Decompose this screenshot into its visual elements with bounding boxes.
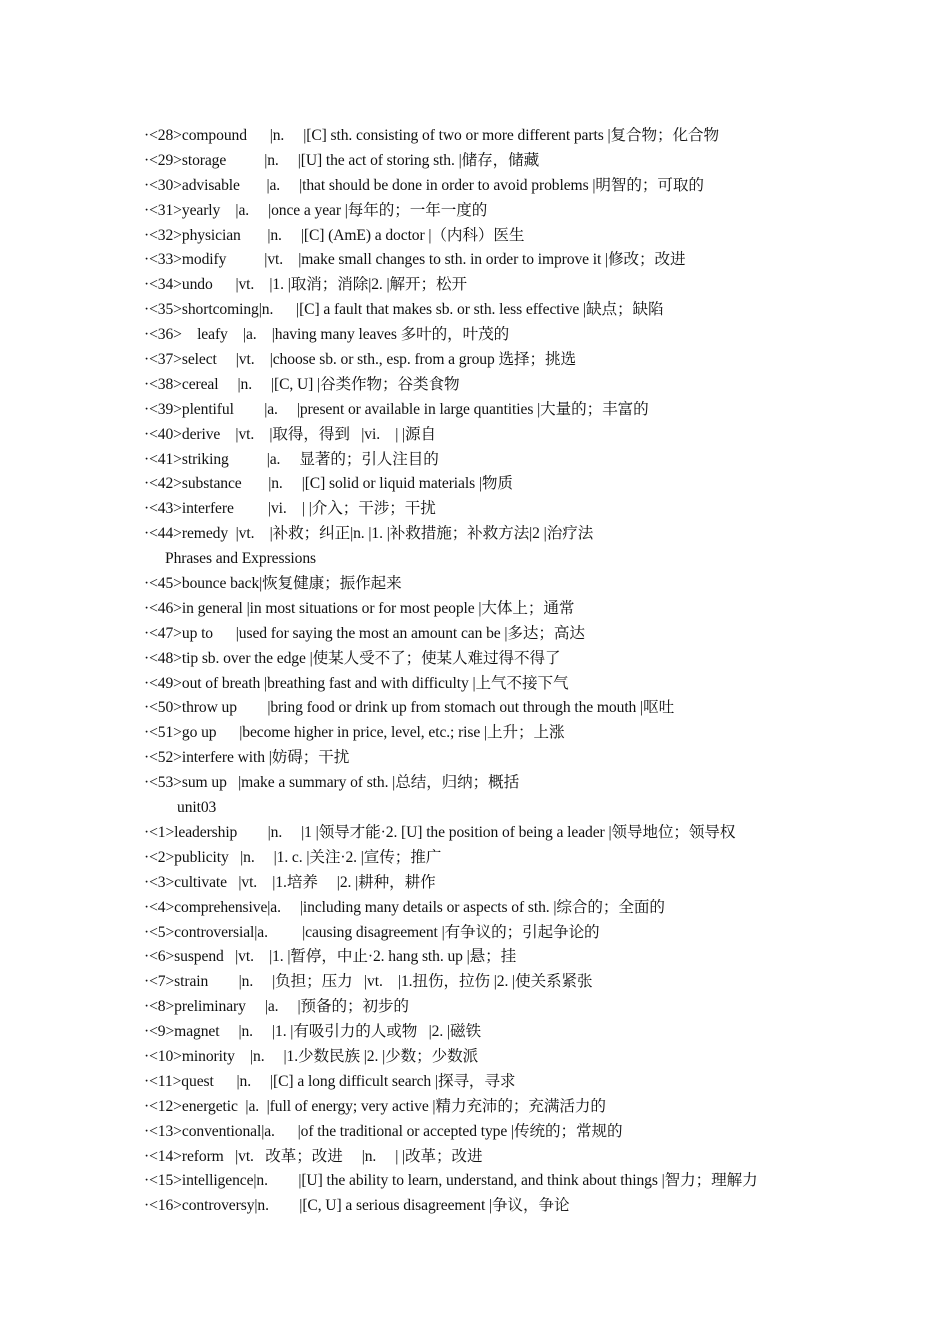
- vocab-entry: ·<42>substance |n. |[C] solid or liquid materials |物质: [144, 475, 513, 493]
- vocab-entry: ·<51>go up |become higher in price, level, etc.; rise |上升；上涨: [144, 724, 565, 742]
- vocab-entry: ·<31>yearly |a. |once a year |每年的；一年一度的: [144, 201, 488, 219]
- vocab-entry: ·<32>physician |n. |[C] (AmE) a doctor |（内科）医生: [144, 226, 525, 244]
- vocab-entry: ·<40>derive |vt. |取得，得到 |vi. | |源自: [144, 425, 437, 443]
- vocab-entry: ·<52>interfere with |妨碍；干扰: [144, 749, 350, 767]
- vocab-entry: ·<7>strain |n. |负担；压力 |vt. |1.扭伤，拉伤 |2. |使关系紧张: [144, 973, 593, 991]
- vocab-entry: ·<45>bounce back|恢复健康；振作起来: [144, 575, 402, 593]
- section-heading: unit03: [177, 799, 217, 817]
- vocab-entry: ·<44>remedy |vt. |补救；纠正|n. |1. |补救措施；补救方法|2 |治疗法: [144, 525, 594, 543]
- vocab-entry: ·<50>throw up |bring food or drink up from stomach out through the mouth |呕吐: [144, 699, 675, 717]
- vocab-entry: ·<38>cereal |n. |[C, U] |谷类作物；谷类食物: [144, 375, 460, 393]
- vocab-entry: ·<43>interfere |vi. | |介入；干涉；干扰: [144, 500, 436, 518]
- vocab-entry: ·<48>tip sb. over the edge |使某人受不了；使某人难过得不得了: [144, 649, 561, 667]
- vocab-entry: ·<10>minority |n. |1.少数民族 |2. |少数；少数派: [144, 1047, 479, 1065]
- vocab-entry: ·<29>storage |n. |[U] the act of storing sth. |储存，储藏: [144, 151, 540, 169]
- document-page: [0, 124, 950, 1219]
- vocab-entry: ·<34>undo |vt. |1. |取消；消除|2. |解开；松开: [144, 276, 468, 294]
- vocab-entry: ·<5>controversial|a. |causing disagreement |有争议的；引起争论的: [144, 923, 600, 941]
- vocab-entry: ·<33>modify |vt. |make small changes to sth. in order to improve it |修改；改进: [144, 251, 686, 269]
- vocab-entry: ·<47>up to |used for saying the most an amount can be |多达；高达: [144, 624, 585, 642]
- vocab-entry: ·<14>reform |vt. 改革；改进 |n. | |改革；改进: [144, 1147, 483, 1165]
- vocab-entry: ·<1>leadership |n. |1 |领导才能·2. [U] the position of being a leader |领导地位；领导权: [144, 823, 736, 841]
- vocab-entry: ·<15>intelligence|n. |[U] the ability to learn, understand, and think about things |智力；理解力: [144, 1172, 758, 1190]
- vocab-entry: ·<30>advisable |a. |that should be done in order to avoid problems |明智的；可取的: [144, 176, 704, 194]
- vocab-entry: ·<4>comprehensive|a. |including many details or aspects of sth. |综合的；全面的: [144, 898, 665, 916]
- vocab-entry: ·<36> leafy |a. |having many leaves 多叶的，叶茂的: [144, 326, 510, 344]
- vocab-entry: ·<9>magnet |n. |1. |有吸引力的人或物 |2. |磁铁: [144, 1023, 481, 1041]
- vocab-entry: ·<2>publicity |n. |1. c. |关注·2. |宣传；推广: [144, 848, 442, 866]
- vocab-entry: ·<39>plentiful |a. |present or available in large quantities |大量的；丰富的: [144, 400, 649, 418]
- vocab-entry: ·<41>striking |a. 显著的；引人注目的: [144, 450, 439, 468]
- section-heading: Phrases and Expressions: [165, 550, 317, 568]
- vocab-entry: ·<11>quest |n. |[C] a long difficult search |探寻，寻求: [144, 1072, 516, 1090]
- vocab-entry: ·<12>energetic |a. |full of energy; very active |精力充沛的；充满活力的: [144, 1097, 606, 1115]
- vocab-entry: ·<49>out of breath |breathing fast and with difficulty |上气不接下气: [144, 674, 569, 692]
- vocab-entry: ·<35>shortcoming|n. |[C] a fault that makes sb. or sth. less effective |缺点；缺陷: [144, 301, 664, 319]
- vocab-entry: ·<16>controversy|n. |[C, U] a serious disagreement |争议，争论: [144, 1197, 570, 1215]
- vocab-entry: ·<13>conventional|a. |of the traditional or accepted type |传统的；常规的: [144, 1122, 623, 1140]
- vocab-entry: ·<8>preliminary |a. |预备的；初步的: [144, 998, 409, 1016]
- vocab-entry: ·<6>suspend |vt. |1. |暂停，中止·2. hang sth. up |悬；挂: [144, 948, 517, 966]
- vocab-entry: ·<46>in general |in most situations or for most people |大体上；通常: [144, 599, 575, 617]
- vocab-entry: ·<53>sum up |make a summary of sth. |总结，归纳；概括: [144, 774, 520, 792]
- vocab-entry: ·<3>cultivate |vt. |1.培养 |2. |耕种，耕作: [144, 873, 436, 891]
- vocab-entry: ·<28>compound |n. |[C] sth. consisting of two or more different parts |复合物；化合物: [144, 127, 719, 144]
- vocab-entry: ·<37>select |vt. |choose sb. or sth., esp. from a group 选择；挑选: [144, 351, 576, 369]
